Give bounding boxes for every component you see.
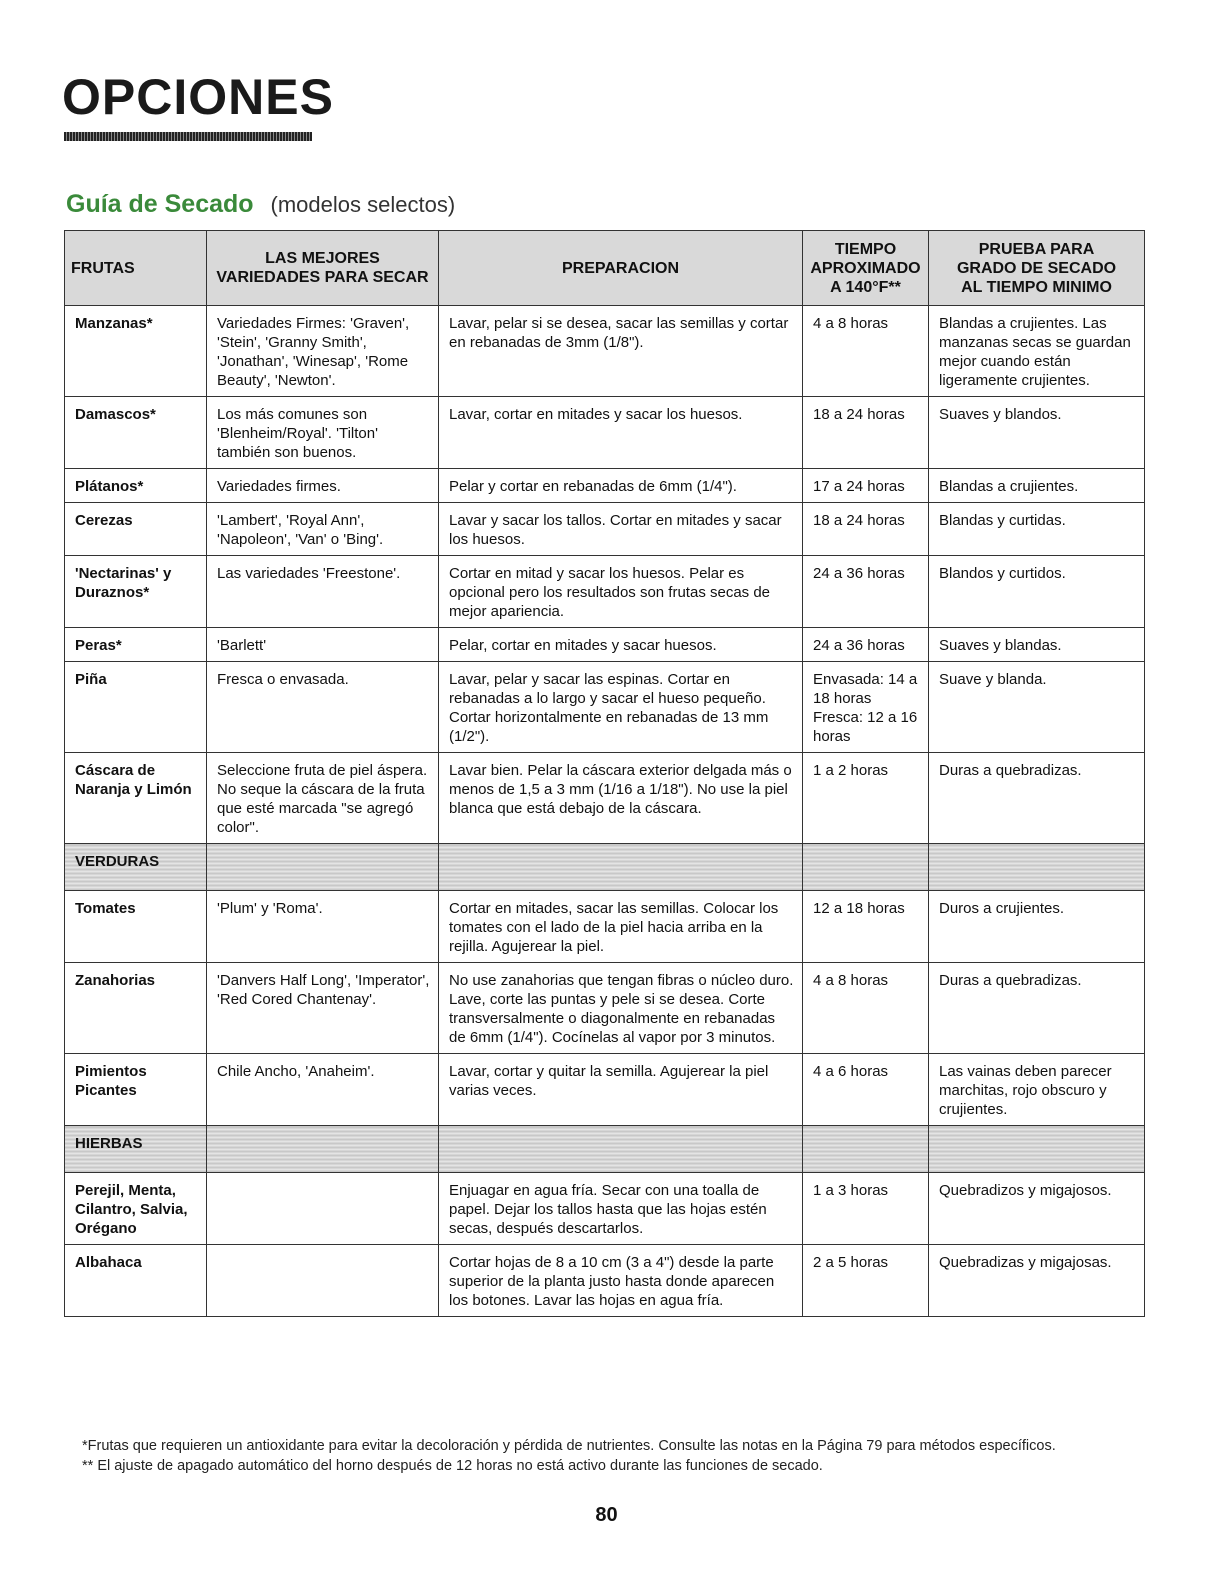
cell-varieties: 'Danvers Half Long', 'Imperator', 'Red Cored Chantenay'. bbox=[207, 963, 439, 1054]
cell-test: Duras a quebradizas. bbox=[929, 963, 1145, 1054]
cell-preparation: Lavar, cortar y quitar la semilla. Agujerear la piel varias veces. bbox=[439, 1054, 803, 1126]
cell-time: 18 a 24 horas bbox=[803, 503, 929, 556]
cell-time: 12 a 18 horas bbox=[803, 891, 929, 963]
cell-test: Duras a quebradizas. bbox=[929, 753, 1145, 844]
cell-preparation: Enjuagar en agua fría. Secar con una toalla de papel. Dejar los tallos hasta que las hojas estén secas, después descartarlos. bbox=[439, 1173, 803, 1245]
category-cell bbox=[929, 1126, 1145, 1173]
category-cell bbox=[439, 1126, 803, 1173]
cell-test: Las vainas deben parecer marchitas, rojo obscuro y crujientes. bbox=[929, 1054, 1145, 1126]
verduras-section bbox=[65, 891, 1145, 1126]
header-tiempo-line3: A 140°F** bbox=[830, 278, 901, 296]
cell-varieties: Variedades firmes. bbox=[207, 469, 439, 503]
cell-test: Blandos y curtidos. bbox=[929, 556, 1145, 628]
cell-varieties: Chile Ancho, 'Anaheim'. bbox=[207, 1054, 439, 1126]
cell-test: Duros a crujientes. bbox=[929, 891, 1145, 963]
category-row-verduras bbox=[65, 844, 1145, 891]
footnote-2: ** El ajuste de apagado automático del horno después de 12 horas no está activo durante las funciones de secado. bbox=[82, 1458, 823, 1474]
category-cell bbox=[439, 844, 803, 891]
footnote-1: *Frutas que requieren un antioxidante para evitar la decoloración y pérdida de nutrientes. Consulte las notas en la Página 79 para métodos específicos. bbox=[82, 1438, 1056, 1454]
cell-varieties: Seleccione fruta de piel áspera. No seque la cáscara de la fruta que esté marcada "se agregó color". bbox=[207, 753, 439, 844]
cell-item: 'Nectarinas' y Duraznos* bbox=[65, 556, 207, 628]
header-frutas: FRUTAS bbox=[65, 231, 207, 306]
table-row bbox=[65, 1245, 1145, 1317]
table-row bbox=[65, 628, 1145, 662]
cell-preparation: Lavar bien. Pelar la cáscara exterior delgada más o menos de 1,5 a 3 mm (1/16 a 1/18"). No use la piel blanca que está debajo de la cáscara. bbox=[439, 753, 803, 844]
table-row bbox=[65, 306, 1145, 397]
cell-item: Damascos* bbox=[65, 397, 207, 469]
cell-time: 4 a 8 horas bbox=[803, 306, 929, 397]
cell-item: Cáscara de Naranja y Limón bbox=[65, 753, 207, 844]
title-underline bbox=[64, 132, 312, 141]
category-cell bbox=[207, 1126, 439, 1173]
cell-test: Quebradizas y migajosas. bbox=[929, 1245, 1145, 1317]
category-label-hierbas: HIERBAS bbox=[75, 1135, 143, 1152]
cell-preparation: Lavar y sacar los tallos. Cortar en mitades y sacar los huesos. bbox=[439, 503, 803, 556]
cell-test: Quebradizos y migajosos. bbox=[929, 1173, 1145, 1245]
cell-varieties: Fresca o envasada. bbox=[207, 662, 439, 753]
cell-test: Blandas a crujientes. bbox=[929, 469, 1145, 503]
table-row bbox=[65, 469, 1145, 503]
verduras-category bbox=[65, 844, 1145, 891]
header-tiempo-line1: TIEMPO bbox=[834, 240, 897, 258]
category-row-hierbas bbox=[65, 1126, 1145, 1173]
cell-item: Pimientos Picantes bbox=[65, 1054, 207, 1126]
table-header-row bbox=[65, 231, 1145, 306]
category-cell bbox=[929, 844, 1145, 891]
cell-item: Tomates bbox=[65, 891, 207, 963]
section-title: Guía de Secado bbox=[66, 190, 254, 218]
cell-test: Blandas a crujientes. Las manzanas secas se guardan mejor cuando están ligeramente crujientes. bbox=[929, 306, 1145, 397]
header-tiempo-line2: APROXIMADO bbox=[810, 259, 921, 277]
section-heading bbox=[66, 192, 455, 217]
table-row bbox=[65, 753, 1145, 844]
header-preparacion: PREPARACION bbox=[439, 231, 803, 306]
category-cell bbox=[207, 844, 439, 891]
table-row bbox=[65, 963, 1145, 1054]
cell-varieties bbox=[207, 1245, 439, 1317]
cell-preparation: Lavar, cortar en mitades y sacar los huesos. bbox=[439, 397, 803, 469]
cell-time: 24 a 36 horas bbox=[803, 556, 929, 628]
cell-preparation: Pelar, cortar en mitades y sacar huesos. bbox=[439, 628, 803, 662]
cell-item: Manzanas* bbox=[65, 306, 207, 397]
cell-varieties: 'Plum' y 'Roma'. bbox=[207, 891, 439, 963]
header-variedades-line2: VARIEDADES PARA SECAR bbox=[216, 269, 429, 286]
category-cell bbox=[803, 1126, 929, 1173]
cell-test: Suave y blanda. bbox=[929, 662, 1145, 753]
category-label-verduras: VERDURAS bbox=[75, 853, 160, 870]
category-cell bbox=[803, 844, 929, 891]
header-tiempo bbox=[803, 231, 929, 306]
cell-time: 17 a 24 horas bbox=[803, 469, 929, 503]
cell-test: Suaves y blandos. bbox=[929, 397, 1145, 469]
cell-time: 24 a 36 horas bbox=[803, 628, 929, 662]
cell-item: Perejil, Menta, Cilantro, Salvia, Orégano bbox=[65, 1173, 207, 1245]
cell-varieties bbox=[207, 1173, 439, 1245]
cell-time: Envasada: 14 a 18 horas Fresca: 12 a 16 horas bbox=[803, 662, 929, 753]
cell-varieties: Variedades Firmes: 'Graven', 'Stein', 'Granny Smith', 'Jonathan', 'Winesap', 'Rome Beauty', 'Newton'. bbox=[207, 306, 439, 397]
cell-preparation: Lavar, pelar y sacar las espinas. Cortar en rebanadas a lo largo y sacar el hueso pequeño. Cortar horizontalmente en rebanadas de 13 mm (1/2"). bbox=[439, 662, 803, 753]
cell-time: 18 a 24 horas bbox=[803, 397, 929, 469]
cell-item: Cerezas bbox=[65, 503, 207, 556]
page-title: OPCIONES bbox=[62, 69, 334, 125]
cell-item: Zanahorias bbox=[65, 963, 207, 1054]
cell-varieties: 'Barlett' bbox=[207, 628, 439, 662]
hierbas-section bbox=[65, 1173, 1145, 1317]
header-prueba-line1: PRUEBA PARA bbox=[978, 240, 1095, 258]
cell-time: 4 a 6 horas bbox=[803, 1054, 929, 1126]
cell-preparation: Cortar en mitades, sacar las semillas. Colocar los tomates con el lado de la piel hacia arriba en la rejilla. Agujerear la piel. bbox=[439, 891, 803, 963]
header-prueba-line2: GRADO DE SECADO bbox=[956, 259, 1117, 277]
hierbas-category bbox=[65, 1126, 1145, 1173]
header-variedades bbox=[207, 231, 439, 306]
header-prueba-line3: AL TIEMPO MINIMO bbox=[961, 278, 1112, 296]
cell-time: 1 a 3 horas bbox=[803, 1173, 929, 1245]
footnotes bbox=[82, 1436, 1152, 1476]
cell-preparation: Pelar y cortar en rebanadas de 6mm (1/4"). bbox=[439, 469, 803, 503]
header-prueba bbox=[929, 231, 1145, 306]
frutas-section bbox=[65, 306, 1145, 844]
cell-preparation: No use zanahorias que tengan fibras o núcleo duro. Lave, corte las puntas y pele si se desea. Corte transversalmente o diagonalmente en rebanadas de 6mm (1/4"). Cocínelas al vapor por 3 minutos. bbox=[439, 963, 803, 1054]
cell-time: 4 a 8 horas bbox=[803, 963, 929, 1054]
table-row bbox=[65, 662, 1145, 753]
cell-preparation: Cortar en mitad y sacar los huesos. Pelar es opcional pero los resultados son frutas secas de mejor apariencia. bbox=[439, 556, 803, 628]
cell-preparation: Cortar hojas de 8 a 10 cm (3 a 4") desde la parte superior de la planta justo hasta donde aparecen los botones. Lavar las hojas en agua fría. bbox=[439, 1245, 803, 1317]
table-row bbox=[65, 397, 1145, 469]
cell-item: Plátanos* bbox=[65, 469, 207, 503]
header-variedades-line1: LAS MEJORES bbox=[265, 250, 380, 267]
table-row bbox=[65, 1054, 1145, 1126]
cell-test: Suaves y blandas. bbox=[929, 628, 1145, 662]
cell-item: Piña bbox=[65, 662, 207, 753]
cell-varieties: Las variedades 'Freestone'. bbox=[207, 556, 439, 628]
table-row bbox=[65, 1173, 1145, 1245]
category-cell bbox=[65, 844, 207, 891]
cell-time: 1 a 2 horas bbox=[803, 753, 929, 844]
cell-varieties: 'Lambert', 'Royal Ann', 'Napoleon', 'Van' o 'Bing'. bbox=[207, 503, 439, 556]
table-row bbox=[65, 556, 1145, 628]
section-note: (modelos selectos) bbox=[270, 192, 456, 217]
drying-guide-table bbox=[64, 230, 1145, 1317]
category-cell bbox=[65, 1126, 207, 1173]
page-number: 80 bbox=[595, 1504, 618, 1526]
table-row bbox=[65, 503, 1145, 556]
table-row bbox=[65, 891, 1145, 963]
cell-test: Blandas y curtidas. bbox=[929, 503, 1145, 556]
cell-time: 2 a 5 horas bbox=[803, 1245, 929, 1317]
cell-varieties: Los más comunes son 'Blenheim/Royal'. 'Tilton' también son buenos. bbox=[207, 397, 439, 469]
cell-preparation: Lavar, pelar si se desea, sacar las semillas y cortar en rebanadas de 3mm (1/8"). bbox=[439, 306, 803, 397]
cell-item: Peras* bbox=[65, 628, 207, 662]
cell-item: Albahaca bbox=[65, 1245, 207, 1317]
